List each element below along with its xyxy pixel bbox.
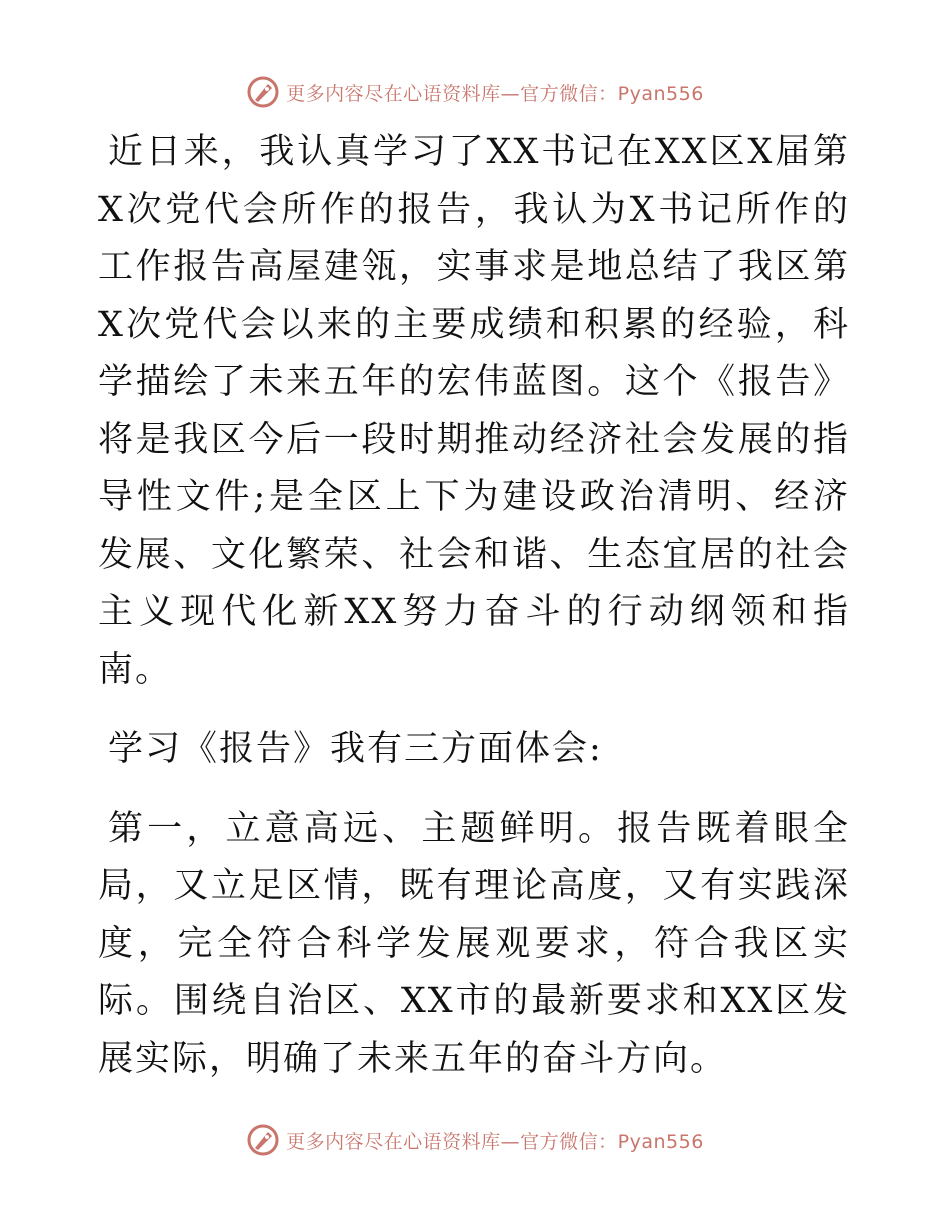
document-body — [98, 124, 850, 1088]
pen-nib-circle-icon — [246, 75, 280, 109]
footer-banner-text: 更多内容尽在心语资料库—官方微信：Pyan556 — [286, 1130, 704, 1153]
header-banner-text: 更多内容尽在心语资料库—官方微信：Pyan556 — [286, 82, 704, 105]
pen-nib-circle-icon — [246, 1123, 280, 1157]
paragraph-intro: 近日来，我认真学习了XX书记在XX区X届第X次党代会所作的报告，我认为X书记所作的工作报告高屋建瓴，实事求是地总结了我区第X次党代会以来的主要成绩和积累的经验，科学描绘了未来五年的宏伟蓝图。这个《报告》将是我区今后一段时期推动经济社会发展的指导性文件;是全区上下为建设政治清明、经济发展、文化繁荣、社会和谐、生态宜居的社会主义现代化新XX努力奋斗的行动纲领和指南。 — [98, 132, 850, 690]
paragraph-point-one: 第一，立意高远、主题鲜明。报告既着眼全局，又立足区情，既有理论高度，又有实践深度，完全符合科学发展观要求，符合我区实际。围绕自治区、XX市的最新要求和XX区发展实际，明确了未来五年的奋斗方向。 — [98, 808, 850, 1079]
footer-banner — [0, 1120, 950, 1160]
paragraph-summary-heading: 学习《报告》我有三方面体会: — [108, 729, 603, 769]
header-banner — [0, 72, 950, 112]
